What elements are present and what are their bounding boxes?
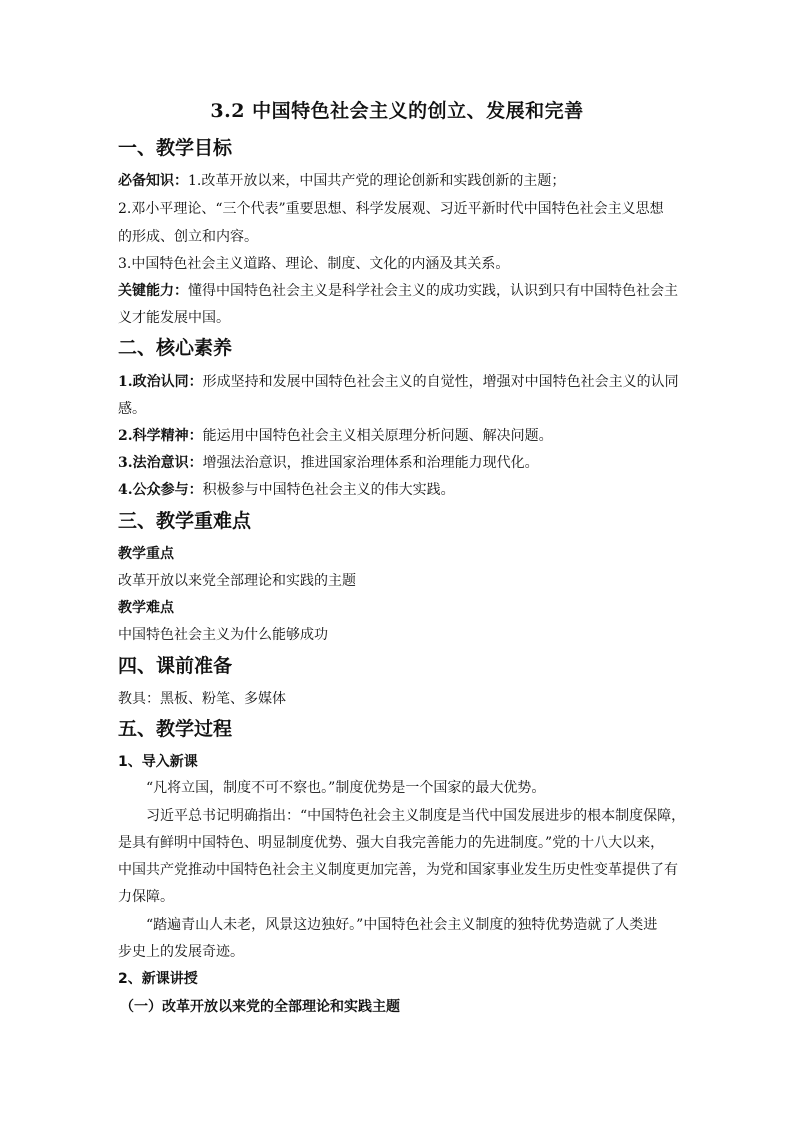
- page-title: 3.2 中国特色社会主义的创立、发展和完善: [210, 100, 584, 122]
- literacy-line-1b: 感。: [118, 401, 146, 417]
- literacy-label-2: 2.科学精神：: [118, 428, 203, 444]
- literacy-text-3: 增强法治意识，推进国家治理体系和治理能力现代化。: [202, 455, 539, 471]
- knowledge-label: 必备知识：: [118, 173, 188, 189]
- section-heading-literacy: 二、核心素养: [118, 337, 233, 359]
- knowledge-line-2b: 的形成、创立和内容。: [118, 229, 258, 245]
- focus-label: 教学重点: [118, 546, 174, 562]
- intro-paragraph-2d: 力保障。: [118, 889, 174, 905]
- intro-paragraph-3a: “踏遍青山人未老，风景这边独好。”中国特色社会主义制度的独特优势造就了人类进: [146, 917, 658, 933]
- ability-line-b: 义才能发展中国。: [118, 310, 230, 326]
- literacy-line-4: [118, 479, 678, 499]
- difficulty-text: 中国特色社会主义为什么能够成功: [118, 627, 328, 643]
- knowledge-text-1: 1.改革开放以来，中国共产党的理论创新和实践创新的主题；: [188, 173, 566, 189]
- knowledge-line-2a: 2.邓小平理论、“三个代表”重要思想、科学发展观、习近平新时代中国特色社会主义思想: [118, 201, 664, 217]
- intro-label: 1、导入新课: [118, 754, 198, 770]
- intro-paragraph-2c: 中国共产党推动中国特色社会主义制度更加完善，为党和国家事业发生历史性变革提供了有: [118, 862, 678, 878]
- section-heading-keypoints: 三、教学重难点: [118, 510, 252, 532]
- section-heading-goals: 一、教学目标: [118, 137, 233, 159]
- intro-paragraph-3b: 步史上的发展奇迹。: [118, 944, 244, 960]
- literacy-line-2: [118, 425, 678, 445]
- literacy-text-1a: 形成坚持和发展中国特色社会主义的自觉性，增强对中国特色社会主义的认同: [202, 374, 679, 390]
- literacy-label-4: 4.公众参与：: [118, 482, 203, 498]
- intro-paragraph-2a: 习近平总书记明确指出：“中国特色社会主义制度是当代中国发展进步的根本制度保障，: [146, 808, 686, 824]
- new-lesson-label: 2、新课讲授: [118, 971, 198, 987]
- difficulty-label: 教学难点: [118, 600, 174, 616]
- section-heading-preparation: 四、课前准备: [118, 655, 233, 677]
- literacy-label-1: 1.政治认同：: [118, 374, 203, 390]
- ability-text-a: 懂得中国特色社会主义是科学社会主义的成功实践，认识到只有中国特色社会主: [188, 283, 678, 299]
- intro-paragraph-1: “凡将立国，制度不可不察也。”制度优势是一个国家的最大优势。: [146, 780, 546, 796]
- literacy-line-1a: [118, 371, 678, 391]
- literacy-text-4: 积极参与中国特色社会主义的伟大实践。: [202, 482, 455, 498]
- ability-label: 关键能力：: [118, 283, 188, 299]
- section-heading-process: 五、教学过程: [118, 718, 233, 740]
- literacy-text-2: 能运用中国特色社会主义相关原理分析问题、解决问题。: [202, 428, 553, 444]
- knowledge-line-3: 3.中国特色社会主义道路、理论、制度、文化的内涵及其关系。: [118, 256, 510, 272]
- intro-paragraph-2b: 是具有鲜明中国特色、明显制度优势、强大自我完善能力的先进制度。”党的十八大以来，: [118, 835, 665, 851]
- focus-text: 改革开放以来党全部理论和实践的主题: [118, 573, 356, 589]
- subsection-heading-1: （一）改革开放以来党的全部理论和实践主题: [120, 999, 400, 1015]
- tools-text: 教具：黑板、粉笔、多媒体: [118, 691, 286, 707]
- ability-line-a: [118, 280, 678, 300]
- literacy-label-3: 3.法治意识：: [118, 455, 203, 471]
- literacy-line-3: [118, 452, 678, 472]
- knowledge-line-1: [118, 170, 678, 190]
